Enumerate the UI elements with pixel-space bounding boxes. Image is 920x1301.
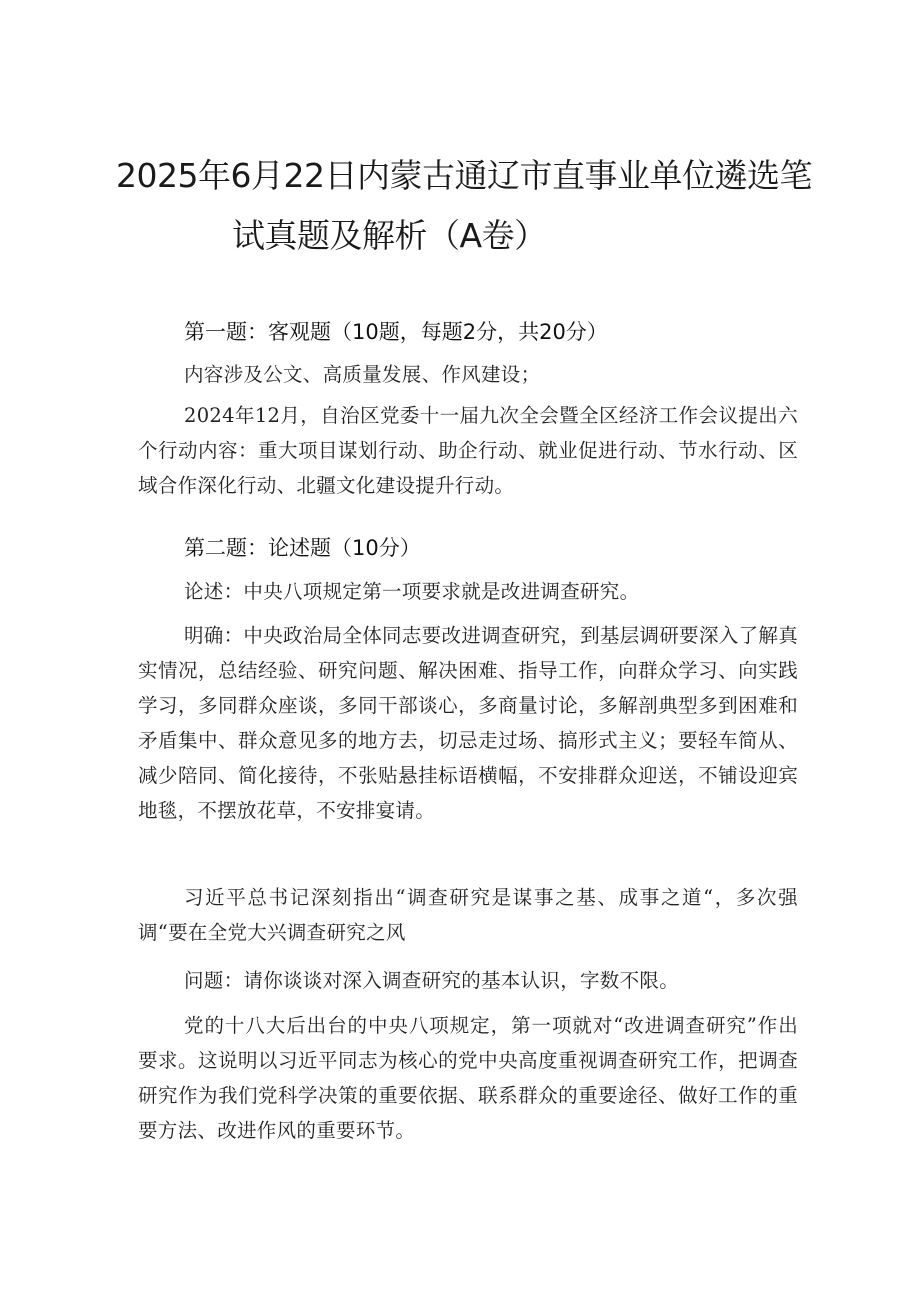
paragraph-xi-quote: 习近平总书记深刻指出“调查研究是谋事之基、成事之道“，多次强调“要在全党大兴调查研究之风 xyxy=(138,886,798,944)
paragraph-content-scope: 内容涉及公文、高质量发展、作风建设； xyxy=(184,363,541,386)
paragraph-essay-topic: 论述：中央八项规定第一项要求就是改进调查研究。 xyxy=(184,580,640,603)
paragraph-six-actions: 2024年12月，自治区党委十一届九次全会暨全区经济工作会议提出六个行动内容：重大项目谋划行动、助企行动、就业促进行动、节水行动、区域合作深化行动、北疆文化建设提升行动。 xyxy=(138,404,798,497)
document-title-line-2: 试真题及解析（A卷） xyxy=(232,216,547,255)
paragraph-answer: 党的十八大后出台的中央八项规定，第一项就对“改进调查研究”作出要求。这说明以习近平同志为核心的党中央高度重视调查研究工作，把调查研究作为我们党科学决策的重要依据、联系群众的重要途径、做好工作的重要方法、改进作风的重要环节。 xyxy=(138,1014,798,1142)
paragraph-clarification: 明确：中央政治局全体同志要改进调查研究，到基层调研要深入了解真实情况，总结经验、研究问题、解决困难、指导工作，向群众学习、向实践学习，多同群众座谈，多同干部谈心，多商量讨论，多解剖典型多到困难和矛盾集中、群众意见多的地方去，切忌走过场、搞形式主义；要轻车简从、减少陪同、简化接待，不张贴悬挂标语横幅，不安排群众迎送，不铺设迎宾地毯，不摆放花草，不安排宴请。 xyxy=(138,624,798,822)
paragraph-question: 问题：请你谈谈对深入调查研究的基本认识，字数不限。 xyxy=(184,969,680,992)
document-title-line-1: 2025年6月22日内蒙古通辽市直事业单位遴选笔 xyxy=(116,156,812,195)
section-heading-objective: 第一题：客观题（10题，每题2分，共20分） xyxy=(184,320,608,344)
section-heading-essay: 第二题：论述题（10分） xyxy=(184,536,421,560)
